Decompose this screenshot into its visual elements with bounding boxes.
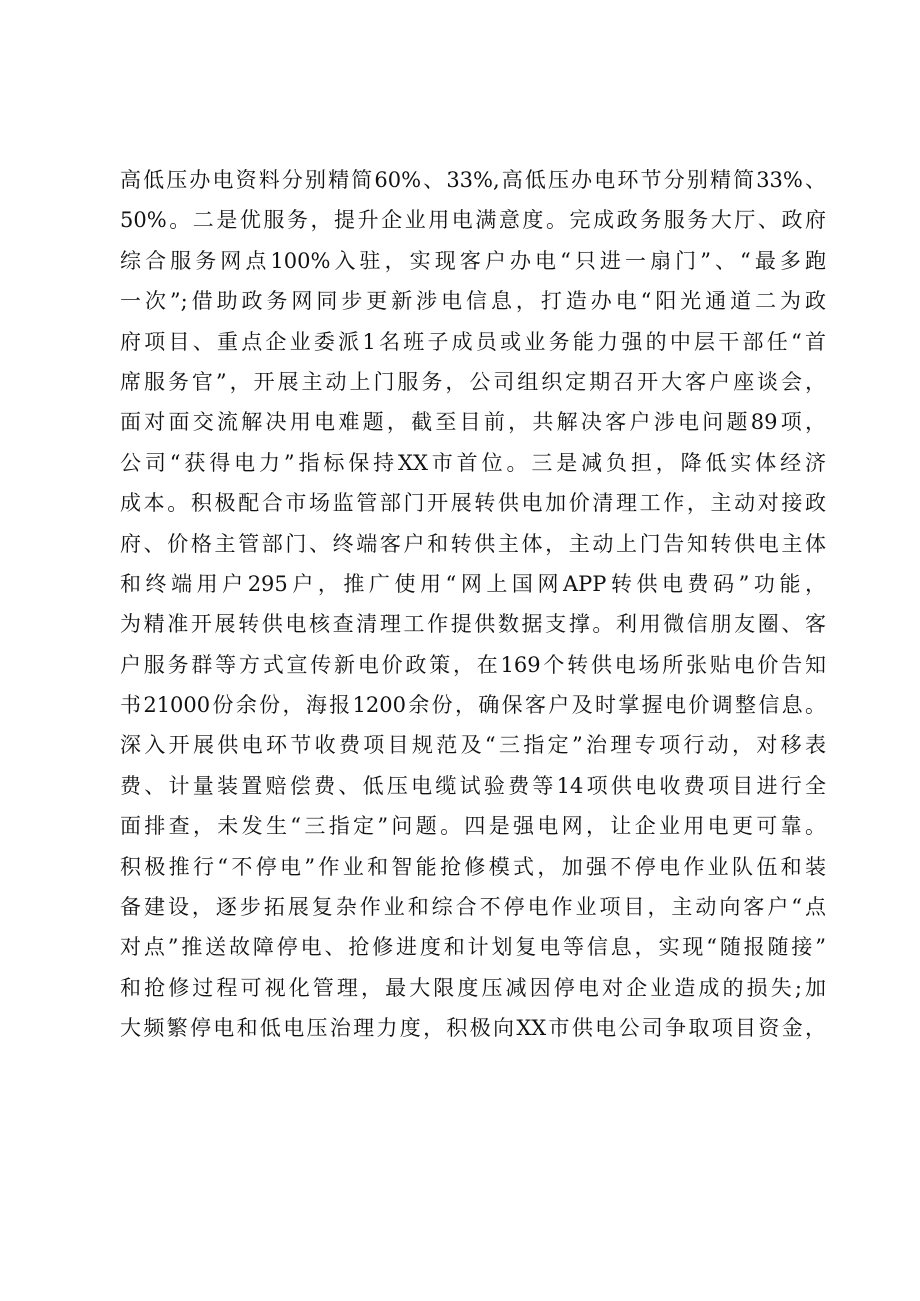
text-line: 费、计量装置赔偿费、低压电缆试验费等14项供电收费项目进行全	[120, 773, 826, 798]
text-line: 府、价格主管部门、终端客户和转供主体，主动上门告知转供电主体	[120, 531, 826, 556]
text-line: 一次”;借助政务网同步更新涉电信息，打造办电“阳光通道二为政	[120, 289, 826, 314]
text-line: 为精准开展转供电核查清理工作提供数据支撑。利用微信朋友圈、客	[120, 612, 826, 637]
text-line: 大频繁停电和低电压治理力度，积极向XX市供电公司争取项目资金，	[120, 1016, 826, 1041]
text-line: 和抢修过程可视化管理，最大限度压减因停电对企业造成的损失;加	[120, 975, 826, 1000]
text-line: 府项目、重点企业委派1名班子成员或业务能力强的中层干部任“首	[120, 329, 826, 354]
text-line: 成本。积极配合市场监管部门开展转供电加价清理工作，主动对接政	[120, 491, 826, 516]
text-line: 面对面交流解决用电难题，截至目前，共解决客户涉电问题89项，	[120, 410, 826, 435]
text-line: 综合服务网点100%入驻，实现客户办电“只进一扇门”、“最多跑	[120, 248, 826, 273]
text-line: 高低压办电资料分别精简60%、33%,高低压办电环节分别精简33%、	[120, 168, 826, 192]
text-line: 深入开展供电环节收费项目规范及“三指定”治理专项行动，对移表	[120, 733, 826, 758]
text-line: 书21000份余份，海报1200余份，确保客户及时掌握电价调整信息。	[120, 693, 826, 718]
text-line: 公司“获得电力”指标保持XX市首位。三是减负担，降低实体经济	[120, 450, 826, 475]
text-line: 户服务群等方式宣传新电价政策，在169个转供电场所张贴电价告知	[120, 652, 826, 677]
text-line: 面排查，未发生“三指定”问题。四是强电网，让企业用电更可靠。	[120, 814, 826, 839]
text-line: 席服务官”，开展主动上门服务，公司组织定期召开大客户座谈会，	[120, 369, 826, 394]
text-line: 积极推行“不停电”作业和智能抢修模式，加强不停电作业队伍和装	[120, 854, 826, 879]
body-text	[120, 160, 826, 1049]
text-line: 和终端用户295户，推广使用“网上国网APP转供电费码”功能，	[120, 571, 826, 596]
text-line: 50%。二是优服务，提升企业用电满意度。完成政务服务大厅、政府	[120, 208, 826, 233]
text-line: 对点”推送故障停电、抢修进度和计划复电等信息，实现“随报随接”	[120, 935, 826, 960]
text-line: 备建设，逐步拓展复杂作业和综合不停电作业项目，主动向客户“点	[120, 895, 826, 920]
